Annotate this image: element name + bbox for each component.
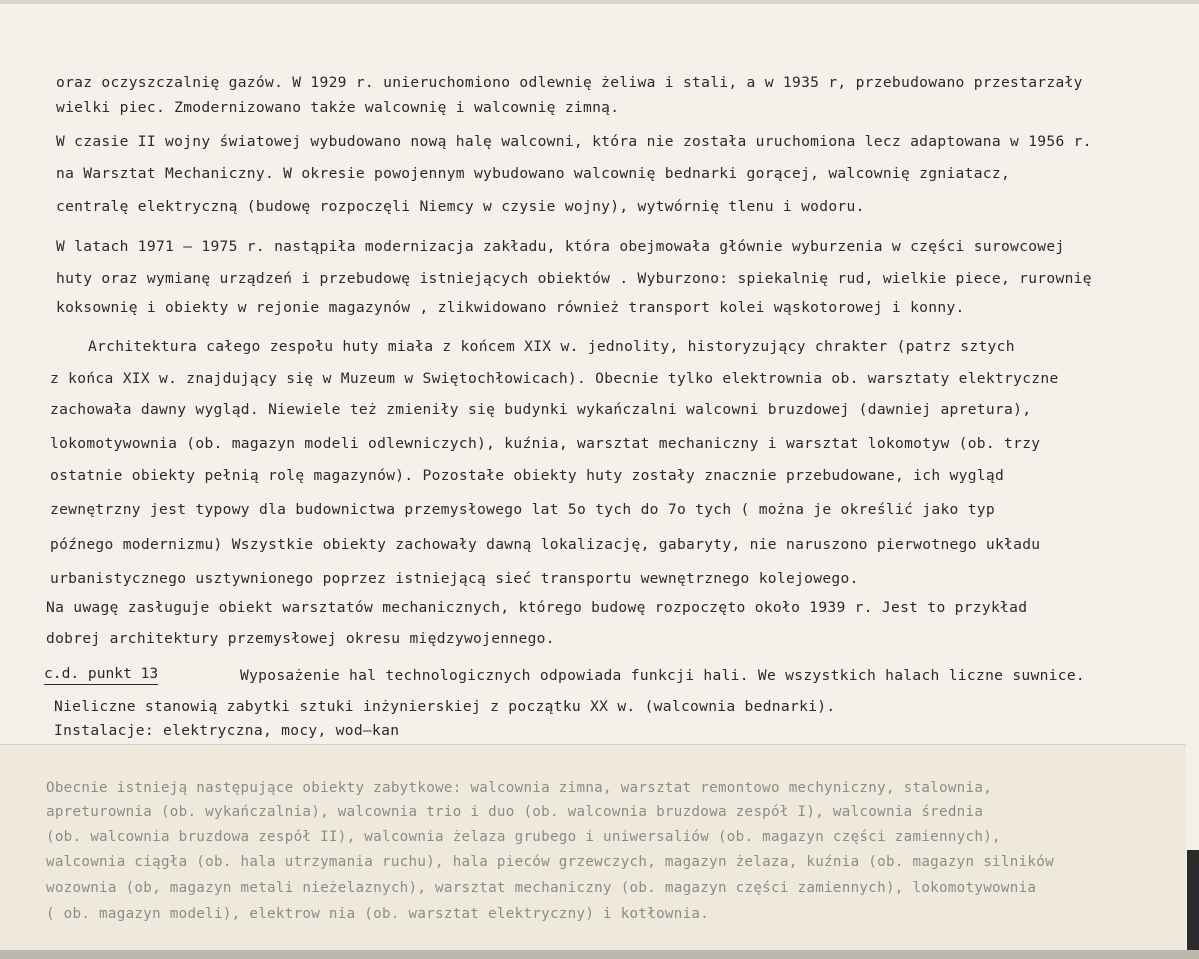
slip-line: walcownia ciągła (ob. hala utrzymania ruchu), hala pieców grzewczych, magazyn żelaza, kuźnia (ob. magazyn silników [46, 854, 1054, 870]
body-line: koksownię i obiekty w rejonie magazynów , zlikwidowano również transport kolei wąskotorowej i konny. [56, 299, 965, 316]
slip-line: apreturownia (ob. wykańczalnia), walcownia trio i duo (ob. walcownia bruzdowa zespół I), walcownia średnia [46, 804, 984, 820]
body-line: Na uwagę zasługuje obiekt warsztatów mechanicznych, którego budowę rozpoczęto około 1939 r. Jest to przykład [46, 599, 1028, 616]
body-line: wielki piec. Zmodernizowano także walcownię i walcownię zimną. [56, 99, 620, 116]
section-line: Instalacje: elektryczna, mocy, wod–kan [54, 722, 400, 739]
section-line: Wyposażenie hal technologicznych odpowiada funkcji hali. We wszystkich halach liczne suwnice. [240, 667, 1086, 684]
body-line: ostatnie obiekty pełnią rolę magazynów). Pozostałe obiekty huty zostały znacznie przebudowane, ich wygląd [50, 467, 1005, 484]
body-line: oraz oczyszczalnię gazów. W 1929 r. unieruchomiono odlewnię żeliwa i stali, a w 1935 r, przebudowano przestarzały [56, 74, 1083, 91]
scan-edge-shadow [1187, 850, 1199, 959]
body-line: zachowała dawny wygląd. Niewiele też zmieniły się budynki wykańczalni walcowni bruzdowej (dawniej apretura), [50, 401, 1032, 418]
body-line: zewnętrzny jest typowy dla budownictwa przemysłowego lat 5o tych do 7o tych ( można je określić jako typ [50, 501, 995, 518]
body-line: W latach 1971 – 1975 r. nastąpiła modernizacja zakładu, która obejmowała głównie wyburzenia w części surowcowej [56, 238, 1065, 255]
pasted-paper-slip [0, 744, 1186, 951]
slip-line: ( ob. magazyn modeli), elektrow nia (ob. warsztat elektryczny) i kotłownia. [46, 906, 710, 922]
slip-line: (ob. walcownia bruzdowa zespół II), walcownia żelaza grubego i uniwersaliów (ob. magazyn części zamiennych), [46, 829, 1001, 845]
body-line: urbanistycznego usztywnionego poprzez istniejącą sieć transportu wewnętrznego kolejowego. [50, 570, 859, 587]
body-line: centralę elektryczną (budowę rozpoczęli Niemcy w czysie wojny), wytwórnię tlenu i wodoru. [56, 198, 865, 215]
body-line: Architektura całego zespołu huty miała z końcem XIX w. jednolity, historyzujący chrakter (patrz sztych [88, 338, 1015, 355]
section-line: Nieliczne stanowią zabytki sztuki inżynierskiej z początku XX w. (walcownia bednarki). [54, 698, 836, 715]
body-line: dobrej architektury przemysłowej okresu międzywojennego. [46, 630, 555, 647]
section-heading: c.d. punkt 13 [44, 665, 158, 685]
body-line: na Warsztat Mechaniczny. W okresie powojennym wybudowano walcownię bednarki gorącej, walcownię zgniatacz, [56, 165, 1011, 182]
body-line: późnego modernizmu) Wszystkie obiekty zachowały dawną lokalizację, gabaryty, nie naruszono pierwotnego układu [50, 536, 1041, 553]
bottom-edge-shadow [0, 950, 1199, 959]
slip-line: Obecnie istnieją następujące obiekty zabytkowe: walcownia zimna, warsztat remontowo mechyniczny, stalownia, [46, 780, 993, 796]
body-line: huty oraz wymianę urządzeń i przebudowę istniejących obiektów . Wyburzono: spiekalnię rud, wielkie piece, rurownię [56, 270, 1092, 287]
top-edge-shadow [0, 0, 1199, 4]
body-line: W czasie II wojny światowej wybudowano nową halę walcowni, która nie została uruchomiona lecz adaptowana w 1956 r. [56, 133, 1092, 150]
body-line: lokomotywownia (ob. magazyn modeli odlewniczych), kuźnia, warsztat mechaniczny i warsztat lokomotyw (ob. trzy [50, 435, 1041, 452]
body-line: z końca XIX w. znajdujący się w Muzeum w Swiętochłowicach). Obecnie tylko elektrownia ob. warsztaty elektryczne [50, 370, 1059, 387]
slip-line: wozownia (ob, magazyn metali nieżelaznych), warsztat mechaniczny (ob. magazyn części zamiennych), lokomotywownia [46, 880, 1037, 896]
